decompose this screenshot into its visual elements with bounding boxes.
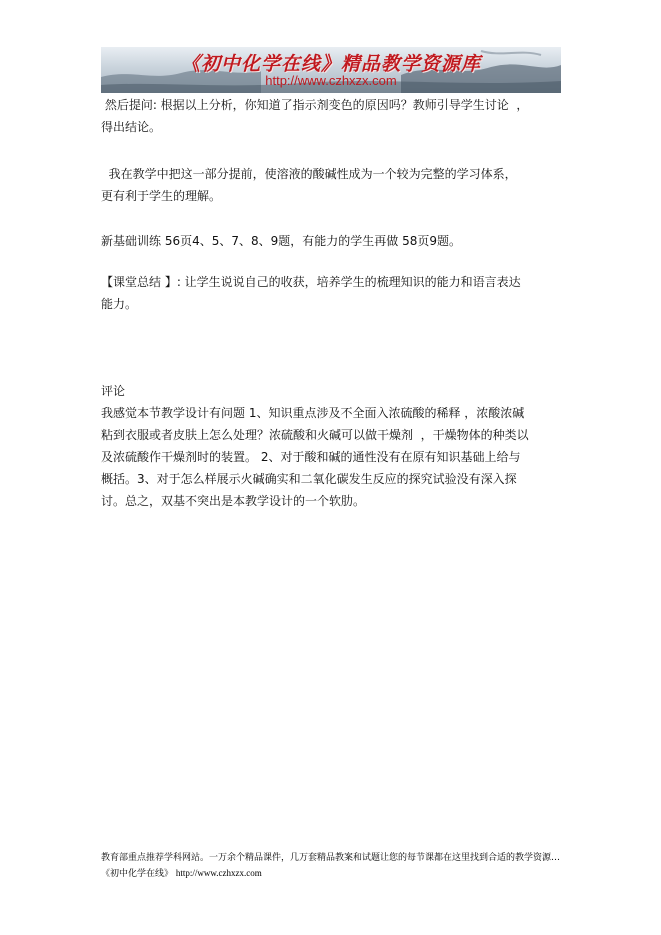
banner-title: 《初中化学在线》精品教学资源库: [180, 53, 481, 75]
paragraph-text: 我在教学中把这一部分提前，使溶液的酸碱性成为一个较为完整的学习体系， 更有利于学生的理解。: [101, 167, 517, 203]
comment-body: [101, 402, 561, 512]
footer-text: 教育部重点推荐学科网站。一万余个精品课件，几万套精品教案和试题让您的每节课都在这里找到合适的教学资源…《初中化学在线》: [101, 853, 561, 879]
comment-heading-text: 评论: [101, 384, 126, 398]
paragraph-exercises: [101, 230, 561, 252]
paragraph-text: 然后提问: 根据以上分析，你知道了指示剂变色的原因吗？教师引导学生讨论 ， 得出结论。: [101, 98, 529, 134]
paragraph-text: 【课堂总结 】: 让学生说说自己的收获，培养学生的梳理知识的能力和语言表达 能力。: [101, 275, 521, 311]
paragraph-reflection: [101, 163, 561, 207]
banner-url[interactable]: http://www.czhxzx.com: [265, 73, 397, 88]
comment-body-text: 我感觉本节教学设计有问题 1、知识重点涉及不全面入浓硫酸的稀释 ，浓酸浓碱 粘到衣服或者皮肤上怎么处理？浓硫酸和火碱可以做干燥剂 ，干燥物体的种类以 及浓硫酸作干燥剂时的装置。 2、对于酸和碱的通性没有在原有知识基础上给与 概括。3、对于怎么样展示火碱确实和二氧化碳发生反应的探究试验没有深入探 讨。总之，双基不突出是本教学设计的一个软肋。: [101, 406, 529, 508]
header-banner: [101, 47, 561, 93]
paragraph-question: [101, 94, 561, 138]
paragraph-text: 新基础训练 56页4、5、7、8、9题，有能力的学生再做 58页9题。: [101, 234, 461, 248]
comment-heading: [101, 380, 561, 402]
page-footer: [101, 851, 571, 882]
footer-url[interactable]: http://www.czhxzx.com: [175, 868, 262, 878]
paragraph-summary: [101, 271, 561, 315]
